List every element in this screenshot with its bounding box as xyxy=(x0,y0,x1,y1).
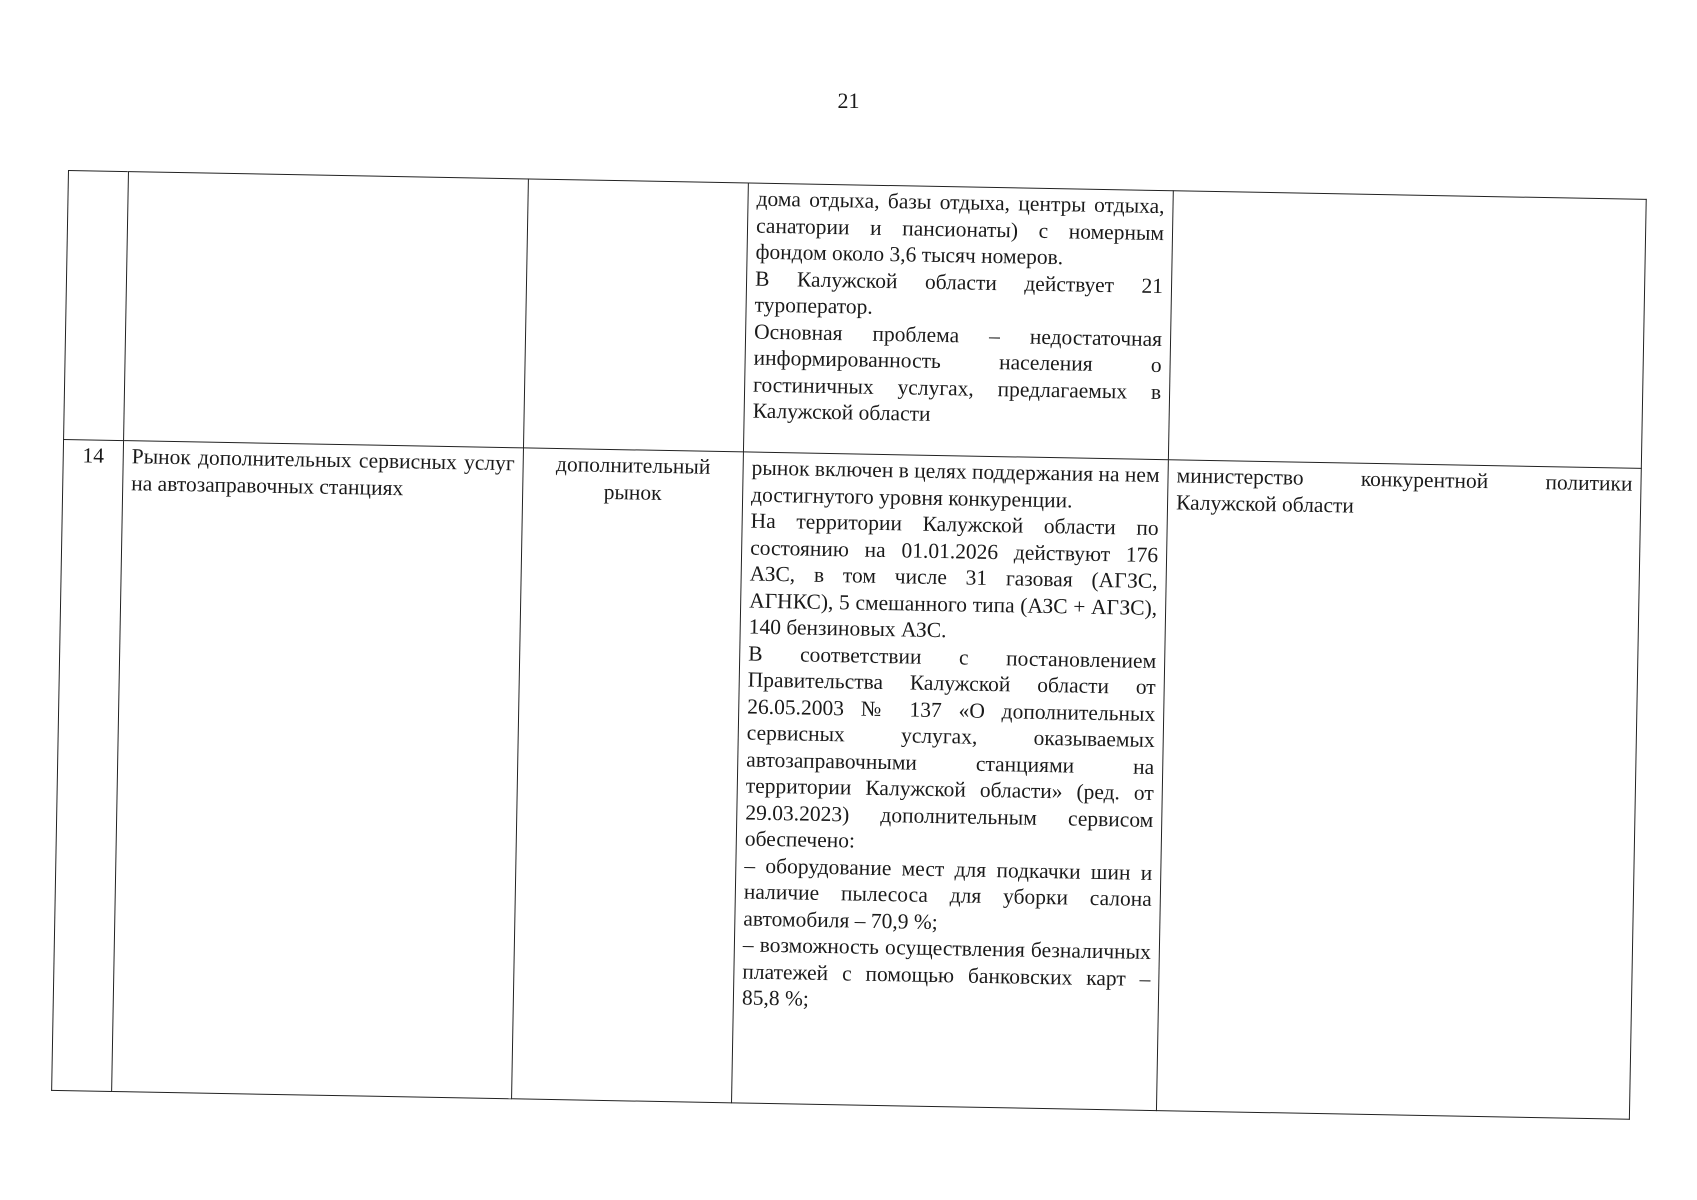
market-type-cell xyxy=(523,179,748,452)
market-name-cell: Рынок дополнительных сервисных услуг на автозаправочных станциях xyxy=(112,441,524,1099)
row-number-cell: 14 xyxy=(52,439,124,1091)
justification-cell xyxy=(743,183,1173,460)
justification-paragraph: – возможность осуществления безналичных платежей с помощью банковских карт – 85,8 %; xyxy=(741,932,1152,1011)
justification-paragraph: дома отдыха, базы отдыха, центры отдыха, санатории и пансионаты) с номерным фондом около 3,6 тысяч номеров. xyxy=(755,186,1165,270)
table-row xyxy=(52,439,1642,1119)
justification-paragraph: В Калужской области действует 21 туроператор. xyxy=(754,266,1164,319)
justification-paragraph: В соответствии с постановлением Правительства Калужской области от 26.05.2003 № 137 «О дополнительных сервисных услугах, оказываемых автозаправочными станциями на территории Калужской области» (ред. от 29.03.2023) дополнительным сервисом обеспечено: xyxy=(744,641,1157,853)
document-table-wrapper xyxy=(51,170,1646,1134)
justification-paragraph: Основная проблема – недостаточная информированность населения о гостиничных услугах, предлагаемых в Калужской области xyxy=(752,319,1163,426)
justification-paragraph: рынок включен в целях поддержания на нем достигнутого уровня конкуренции. xyxy=(750,455,1160,512)
responsible-cell xyxy=(1168,191,1646,469)
justification-paragraph: На территории Калужской области по состоянию на 01.01.2026 действуют 176 АЗС, в том числе 31 газовая (АГЗС, АГНКС), 5 смешанного типа (АЗС + АГЗС), 140 бензиновых АЗС. xyxy=(748,508,1159,643)
responsible-cell: министерство конкурентной политики Калужской области xyxy=(1156,460,1641,1120)
market-table xyxy=(51,170,1647,1120)
justification-cell xyxy=(732,452,1169,1111)
market-type-cell: дополнительный рынок xyxy=(512,448,744,1103)
row-number-cell xyxy=(64,171,129,441)
market-name-cell xyxy=(124,172,529,448)
page-number: 21 xyxy=(837,88,860,113)
table-row xyxy=(64,171,1647,469)
justification-paragraph: – оборудование мест для подкачки шин и наличие пылесоса для уборки салона автомобиля – 70,9 %; xyxy=(743,853,1153,934)
